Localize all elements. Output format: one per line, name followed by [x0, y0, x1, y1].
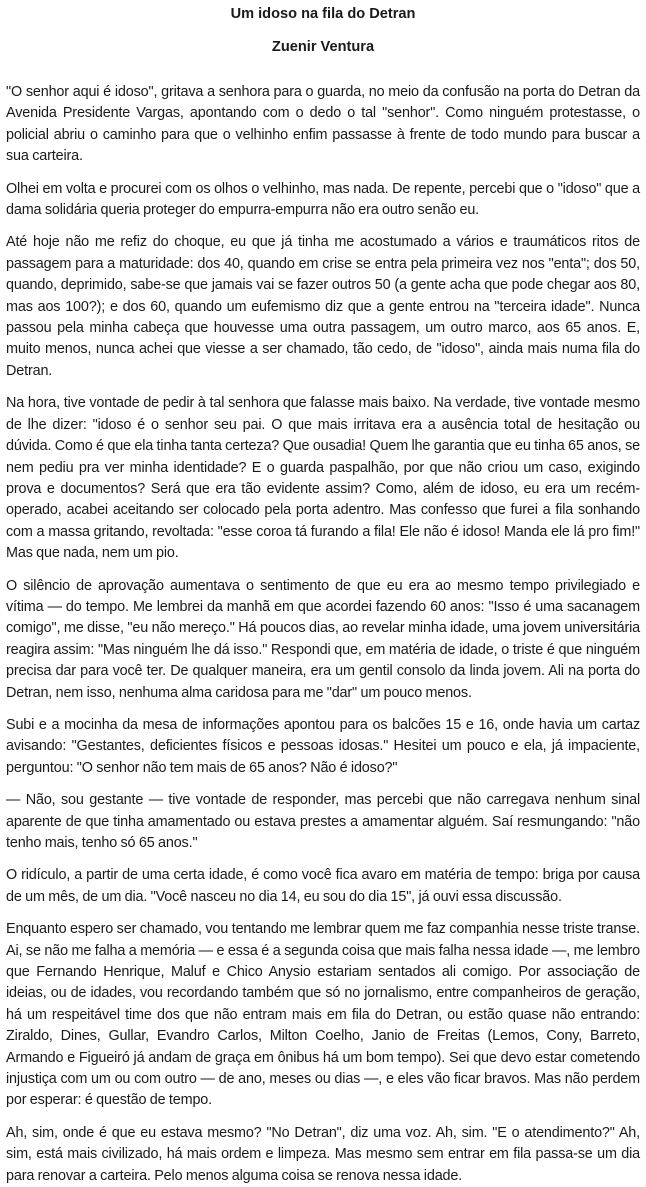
article-title: Um idoso na fila do Detran [230, 6, 416, 22]
paragraph-9: Enquanto espero ser chamado, vou tentando me lembrar quem me faz companhia nesse triste transe. Ai, se não me falha a memória — e essa é a segunda coisa que mais falha nessa idade —, me lembro que Fernando Henrique, Maluf e Chico Anysio estariam sentados ali comigo. Por associação de ideias, ou de idades, vou recordando também que só no jornalismo, entre companheiros de geração, há um respeitável time dos que não entram mais em fila do Detran, ou estão quase não entrando: Ziraldo, Dines, Gullar, Evandro Carlos, Milton Coelho, Janio de Freitas (Lemos, Cony, Barreto, Armando e Figueiró já andam de graça em ônibus há um bom tempo). Sei que devo estar cometendo injustiça com um ou com outro — de ano, meses ou dias —, e eles vão ficar bravos. Mas não perdem por esperar: é questão de tempo. [6, 921, 640, 1109]
paragraph-5: O silêncio de aprovação aumentava o sentimento de que eu era ao mesmo tempo privilegiado e vítima — do tempo. Me lembrei da manhã em que acordei fazendo 60 anos: "Isso é uma sacanagem comigo", me disse, "eu não mereço." Há poucos dias, ao revelar minha idade, uma jovem universitária reagira assim: "Mas ninguém lhe dá isso." Respondi que, em matéria de idade, o triste é que ninguém precisa dar para você ter. De qualquer maneira, era um gentil consolo da linda jovem. Ali na porta do Detran, nem isso, nenhuma alma caridosa para me "dar" um pouco menos. [6, 577, 640, 701]
paragraph-1: "O senhor aqui é idoso", gritava a senhora para o guarda, no meio da confusão na porta do Detran da Avenida Presidente Vargas, apontando com o dedo o tal "senhor". Como ninguém protestasse, o policial abriu o caminho para que o velhinho enfim passasse à frente de todo mundo para buscar a sua carteira. [6, 84, 640, 165]
paragraph-10: Ah, sim, onde é que eu estava mesmo? "No Detran", diz uma voz. Ah, sim. "E o atendimento?" Ah, sim, está mais civilizado, há mais ordem e limpeza. Mas mesmo sem entrar em fila passa-se um dia para renovar a carteira. Pelo menos alguma coisa se renova nessa idade. [6, 1124, 640, 1184]
paragraph-3: Até hoje não me refiz do choque, eu que já tinha me acostumado a vários e traumáticos ritos de passagem para a maturidade: dos 40, quando em crise se entra pela primeira vez nos "enta"; dos 50, quando, deprimido, sabe-se que jamais vai se fazer outros 50 (a gente acha que pode chegar aos 80, mas aos 100?); e dos 60, quando um eufemismo diz que a gente entrou na "terceira idade". Nunca passou pela minha cabeça que houvesse uma outra passagem, um outro marco, aos 65 anos. E, muito menos, nunca achei que viesse a ser chamado, tão cedo, de "idoso", ainda mais numa fila do Detran. [6, 234, 640, 379]
paragraph-2: Olhei em volta e procurei com os olhos o velhinho, mas nada. De repente, percebi que o "idoso" que a dama solidária queria proteger do empurra-empurra não era outro senão eu. [6, 180, 640, 219]
paragraph-6: Subi e a mocinha da mesa de informações apontou para os balcões 15 e 16, onde havia um cartaz avisando: "Gestantes, deficientes físicos e pessoas idosas." Hesitei um pouco e ela, já impaciente, perguntou: "O senhor não tem mais de 65 anos? Não é idoso?" [6, 716, 640, 776]
paragraph-4: Na hora, tive vontade de pedir à tal senhora que falasse mais baixo. Na verdade, tive vontade mesmo de lhe dizer: "idoso é o senhor seu pai. O que mais irritava era a ausência total de hesitação ou dúvida. Como é que ela tinha tanta certeza? Que ousadia! Quem lhe garantia que eu tinha 65 anos, se nem pediu pra ver minha identidade? E o guarda paspalhão, por que não criou um caso, exigindo prova e documentos? Será que era tão evidente assim? Como, além de idoso, eu era um recém-operado, acabei aceitando ser colocado pela porta adentro. Mas confesso que furei a fila sonhando com a massa gritando, revoltada: "esse coroa tá furando a fila! Ele não é idoso! Manda ele lá pro fim!" Mas que nada, nem um pio. [6, 395, 640, 562]
article-author: Zuenir Ventura [271, 39, 375, 55]
paragraph-7: — Não, sou gestante — tive vontade de responder, mas percebi que não carregava nenhum sinal aparente de que tinha amamentado ou estava prestes a amamentar alguém. Saí resmungando: "não tenho mais, tenho só 65 anos." [6, 792, 640, 851]
paragraph-8: O ridículo, a partir de uma certa idade, é como você fica avaro em matéria de tempo: briga por causa de um mês, de um dia. "Você nasceu no dia 14, eu sou do dia 15", já ouvi essa discussão. [6, 867, 640, 905]
article-body [6, 82, 640, 1187]
